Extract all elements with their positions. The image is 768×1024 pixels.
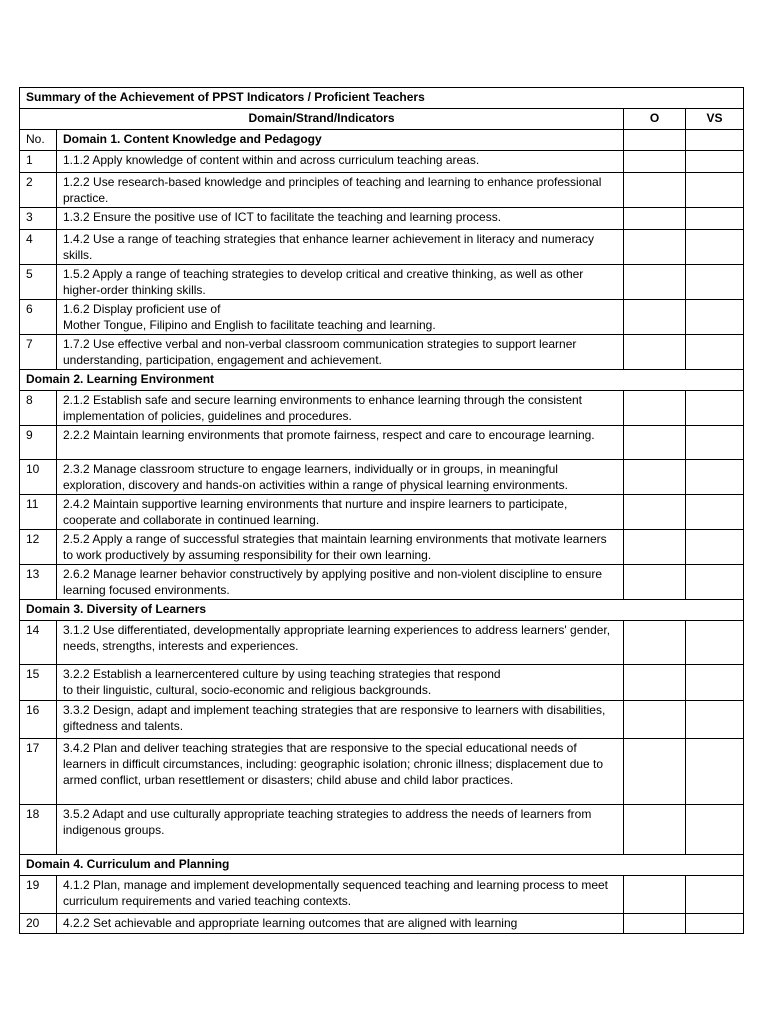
header-indicators: Domain/Strand/Indicators bbox=[20, 109, 624, 130]
o-cell[interactable] bbox=[624, 300, 686, 335]
indicator-text: 1.7.2 Use effective verbal and non-verbal classroom communication strategies to support learner understanding, participation, engagement and achievement. bbox=[63, 337, 577, 367]
o-cell[interactable] bbox=[624, 739, 686, 805]
indicator-cell bbox=[57, 495, 624, 530]
domain-row bbox=[20, 370, 744, 391]
indicator-text: 1.3.2 Ensure the positive use of ICT to facilitate the teaching and learning process. bbox=[63, 210, 502, 224]
indicator-row bbox=[20, 621, 744, 665]
indicator-cell bbox=[57, 530, 624, 565]
indicator-cell bbox=[57, 739, 624, 805]
indicator-number: 19 bbox=[20, 876, 57, 914]
vs-cell[interactable] bbox=[686, 300, 744, 335]
indicator-text: 1.4.2 Use a range of teaching strategies that enhance learner achievement in literacy and numeracy skills. bbox=[63, 232, 594, 262]
indicator-number: 8 bbox=[20, 391, 57, 426]
indicator-text: 3.2.2 Establish a learnercentered culture by using teaching strategies that respond to their linguistic, cultural, socio-economic and religious backgrounds. bbox=[63, 667, 501, 697]
indicator-cell bbox=[57, 300, 624, 335]
indicator-cell bbox=[57, 914, 624, 934]
o-cell[interactable] bbox=[624, 460, 686, 495]
o-cell[interactable] bbox=[624, 621, 686, 665]
indicator-cell bbox=[57, 151, 624, 173]
indicator-row bbox=[20, 230, 744, 265]
indicator-text: 2.1.2 Establish safe and secure learning environments to enhance learning through the consistent implementation of policies, guidelines and procedures. bbox=[63, 393, 582, 423]
vs-cell[interactable] bbox=[686, 335, 744, 370]
indicator-row bbox=[20, 665, 744, 701]
vs-cell[interactable] bbox=[686, 230, 744, 265]
domain-title: Domain 4. Curriculum and Planning bbox=[20, 855, 744, 876]
indicator-cell bbox=[57, 460, 624, 495]
indicator-cell bbox=[57, 665, 624, 701]
vs-cell[interactable] bbox=[686, 876, 744, 914]
o-cell[interactable] bbox=[624, 265, 686, 300]
indicator-number: 12 bbox=[20, 530, 57, 565]
o-cell[interactable] bbox=[624, 230, 686, 265]
indicator-text: 2.3.2 Manage classroom structure to engage learners, individually or in groups, in meaningful exploration, discovery and hands-on activities within a range of physical learning environments. bbox=[63, 462, 568, 492]
vs-cell[interactable] bbox=[686, 565, 744, 600]
indicator-number: 20 bbox=[20, 914, 57, 934]
indicator-row bbox=[20, 701, 744, 739]
indicator-text: 1.2.2 Use research-based knowledge and principles of teaching and learning to enhance professional practice. bbox=[63, 175, 602, 205]
indicator-row bbox=[20, 208, 744, 230]
indicator-text: 1.5.2 Apply a range of teaching strategies to develop critical and creative thinking, as well as other higher-order thinking skills. bbox=[63, 267, 584, 297]
indicator-row bbox=[20, 530, 744, 565]
indicator-text: 3.4.2 Plan and deliver teaching strategies that are responsive to the special educational needs of learners in difficult circumstances, including: geographic isolation; chronic illness; displacement due to armed conflict, urban resettlement or disasters; child abuse and child labor practices. bbox=[63, 741, 604, 787]
o-cell[interactable] bbox=[624, 701, 686, 739]
ppst-summary-table bbox=[19, 87, 744, 934]
vs-cell[interactable] bbox=[686, 621, 744, 665]
indicator-row bbox=[20, 173, 744, 208]
indicator-cell bbox=[57, 426, 624, 460]
vs-cell[interactable] bbox=[686, 495, 744, 530]
indicator-cell bbox=[57, 391, 624, 426]
indicator-row bbox=[20, 460, 744, 495]
header-vs: VS bbox=[686, 109, 744, 130]
vs-cell[interactable] bbox=[686, 426, 744, 460]
indicator-row bbox=[20, 151, 744, 173]
domain-title: Domain 1. Content Knowledge and Pedagogy bbox=[57, 130, 624, 151]
indicator-text: 2.6.2 Manage learner behavior constructively by applying positive and non-violent discipline to ensure learning focused environments. bbox=[63, 567, 602, 597]
vs-cell[interactable] bbox=[686, 130, 744, 151]
table-title: Summary of the Achievement of PPST Indicators / Proficient Teachers bbox=[20, 88, 744, 109]
indicator-number: 13 bbox=[20, 565, 57, 600]
indicator-text: 4.1.2 Plan, manage and implement developmentally sequenced teaching and learning process to meet curriculum requirements and varied teaching contexts. bbox=[63, 878, 609, 908]
vs-cell[interactable] bbox=[686, 265, 744, 300]
indicator-text: 4.2.2 Set achievable and appropriate learning outcomes that are aligned with learning bbox=[63, 916, 518, 930]
indicator-row bbox=[20, 739, 744, 805]
indicator-text: 3.3.2 Design, adapt and implement teaching strategies that are responsive to learners with disabilities, giftedness and talents. bbox=[63, 703, 606, 733]
vs-cell[interactable] bbox=[686, 701, 744, 739]
indicator-row bbox=[20, 495, 744, 530]
indicator-number: 2 bbox=[20, 173, 57, 208]
vs-cell[interactable] bbox=[686, 460, 744, 495]
o-cell[interactable] bbox=[624, 335, 686, 370]
indicator-number: 15 bbox=[20, 665, 57, 701]
vs-cell[interactable] bbox=[686, 173, 744, 208]
domain-row bbox=[20, 600, 744, 621]
o-cell[interactable] bbox=[624, 151, 686, 173]
indicator-number: 7 bbox=[20, 335, 57, 370]
indicator-text: 1.6.2 Display proficient use of Mother Tongue, Filipino and English to facilitate teaching and learning. bbox=[63, 302, 436, 332]
indicator-row bbox=[20, 391, 744, 426]
indicator-row bbox=[20, 805, 744, 855]
vs-cell[interactable] bbox=[686, 151, 744, 173]
indicator-text: 2.5.2 Apply a range of successful strategies that maintain learning environments that motivate learners to work productively by assuming responsibility for their own learning. bbox=[63, 532, 607, 562]
vs-cell[interactable] bbox=[686, 739, 744, 805]
o-cell[interactable] bbox=[624, 391, 686, 426]
o-cell[interactable] bbox=[624, 426, 686, 460]
indicator-number: 17 bbox=[20, 739, 57, 805]
indicator-cell bbox=[57, 335, 624, 370]
indicator-cell bbox=[57, 208, 624, 230]
vs-cell[interactable] bbox=[686, 805, 744, 855]
indicator-number: 18 bbox=[20, 805, 57, 855]
vs-cell[interactable] bbox=[686, 665, 744, 701]
indicator-number: 9 bbox=[20, 426, 57, 460]
indicator-cell bbox=[57, 173, 624, 208]
indicator-cell bbox=[57, 805, 624, 855]
indicator-row bbox=[20, 335, 744, 370]
domain-title: Domain 3. Diversity of Learners bbox=[20, 600, 744, 621]
indicator-cell bbox=[57, 565, 624, 600]
indicator-number: 10 bbox=[20, 460, 57, 495]
vs-cell[interactable] bbox=[686, 530, 744, 565]
o-cell[interactable] bbox=[624, 565, 686, 600]
domain-title: Domain 2. Learning Environment bbox=[20, 370, 744, 391]
o-cell[interactable] bbox=[624, 805, 686, 855]
o-cell[interactable] bbox=[624, 665, 686, 701]
indicator-number: 4 bbox=[20, 230, 57, 265]
indicator-text: 2.2.2 Maintain learning environments that promote fairness, respect and care to encourage learning. bbox=[63, 428, 595, 442]
indicator-cell bbox=[57, 265, 624, 300]
title-row bbox=[20, 88, 744, 109]
o-cell[interactable] bbox=[624, 208, 686, 230]
vs-cell[interactable] bbox=[686, 914, 744, 934]
indicator-number: 1 bbox=[20, 151, 57, 173]
header-no: No. bbox=[20, 130, 57, 151]
o-cell[interactable] bbox=[624, 914, 686, 934]
indicator-row bbox=[20, 426, 744, 460]
indicator-number: 11 bbox=[20, 495, 57, 530]
indicator-row bbox=[20, 300, 744, 335]
header-o: O bbox=[624, 109, 686, 130]
indicator-row bbox=[20, 265, 744, 300]
indicator-text: 1.1.2 Apply knowledge of content within and across curriculum teaching areas. bbox=[63, 153, 480, 167]
indicator-text: 3.1.2 Use differentiated, developmentally appropriate learning experiences to address learners' gender, needs, strengths, interests and experiences. bbox=[63, 623, 611, 653]
indicator-number: 3 bbox=[20, 208, 57, 230]
indicator-cell bbox=[57, 230, 624, 265]
indicator-cell bbox=[57, 701, 624, 739]
indicator-cell bbox=[57, 876, 624, 914]
indicator-row bbox=[20, 565, 744, 600]
indicator-number: 5 bbox=[20, 265, 57, 300]
o-cell[interactable] bbox=[624, 876, 686, 914]
indicator-text: 2.4.2 Maintain supportive learning environments that nurture and inspire learners to participate, cooperate and collaborate in continued learning. bbox=[63, 497, 568, 527]
indicator-text: 3.5.2 Adapt and use culturally appropriate teaching strategies to address the needs of learners from indigenous groups. bbox=[63, 807, 592, 837]
indicator-row bbox=[20, 914, 744, 934]
indicator-row bbox=[20, 876, 744, 914]
domain-row bbox=[20, 130, 744, 151]
o-cell[interactable] bbox=[624, 495, 686, 530]
vs-cell[interactable] bbox=[686, 391, 744, 426]
domain-row bbox=[20, 855, 744, 876]
header-row bbox=[20, 109, 744, 130]
indicator-number: 6 bbox=[20, 300, 57, 335]
o-cell[interactable] bbox=[624, 530, 686, 565]
indicator-number: 14 bbox=[20, 621, 57, 665]
indicator-cell bbox=[57, 621, 624, 665]
o-cell[interactable] bbox=[624, 130, 686, 151]
vs-cell[interactable] bbox=[686, 208, 744, 230]
indicator-number: 16 bbox=[20, 701, 57, 739]
o-cell[interactable] bbox=[624, 173, 686, 208]
